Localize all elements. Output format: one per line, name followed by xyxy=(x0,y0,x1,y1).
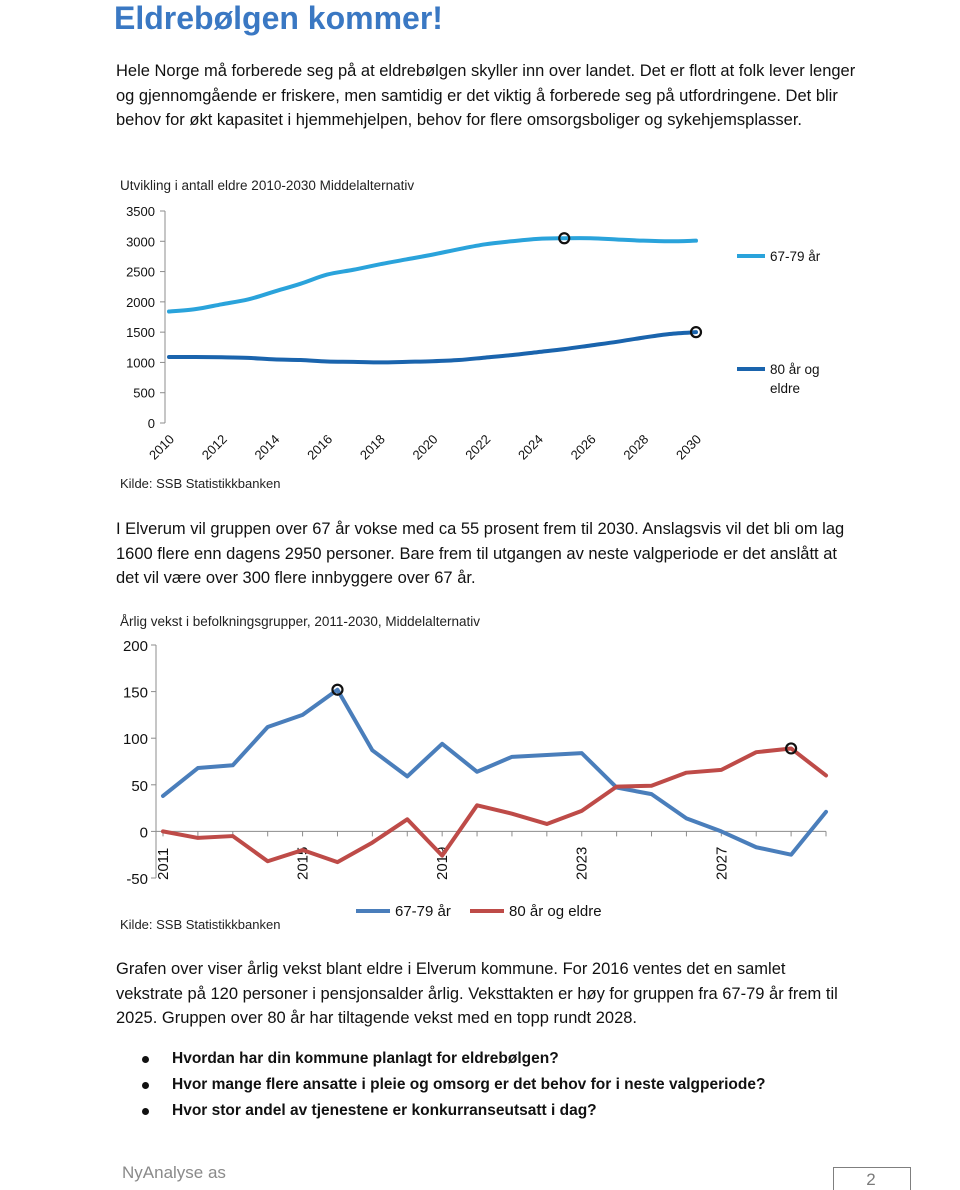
chart1-legend-label: eldre xyxy=(770,381,801,396)
chart2-x-tick-label: 2011 xyxy=(155,847,172,880)
after-text: Grafen over viser årlig vekst blant eldre i Elverum kommune. For 2016 ventes det en samlet vekstrate på 120 personer i pensjonsalder årlig. Veksttakten er høy for gruppen fra 67-79 år frem til 2025. Gruppen over 80 år har tiltagende vekst med en topp rundt 2028. xyxy=(116,960,838,1027)
chart1-x-tick-label: 2024 xyxy=(514,431,547,463)
chart2-x-tick-label: 2019 xyxy=(434,846,452,880)
chart1-x-tick-label: 2020 xyxy=(409,431,441,463)
chart1-x-tick-label: 2016 xyxy=(304,431,336,463)
chart1-x-tick-label: 2014 xyxy=(251,431,283,463)
chart2-legend-label: 67-79 år xyxy=(395,903,451,920)
chart2-legend-label: 80 år og eldre xyxy=(509,903,602,920)
chart2-x-tick-label: 2023 xyxy=(573,846,591,880)
chart1-y-tick-label: 0 xyxy=(147,416,155,431)
chart1-y-tick-label: 1500 xyxy=(126,325,155,341)
chart2-y-tick-label: 50 xyxy=(131,777,148,795)
chart1-x-tick-label: 2012 xyxy=(198,431,230,463)
chart2-y-tick-label: 100 xyxy=(122,731,148,749)
chart1-x-tick-label: 2026 xyxy=(567,431,599,463)
question-item: Hvordan har din kommune planlagt for eldrebølgen? xyxy=(140,1046,765,1072)
chart1-y-tick-label: 3000 xyxy=(126,234,155,250)
question-item: Hvor stor andel av tjenestene er konkurranseutsatt i dag? xyxy=(140,1098,765,1124)
chart1-legend-label: 67-79 år xyxy=(770,249,821,264)
chart2-source: Kilde: SSB Statistikkbanken xyxy=(120,917,281,932)
intro-text: Hele Norge må forberede seg på at eldrebølgen skyller inn over landet. Det er flott at folk lever lenger og gjennomgående er friskere, men samtidig er det viktig å forberede seg på utfordringene. Det blir behov for økt kapasitet i hjemmehjelpen, behov for flere omsorgsboliger og sykehjemsplasser. xyxy=(116,62,856,129)
chart2-y-tick-label: 0 xyxy=(139,824,148,842)
page-number: 2 xyxy=(866,1170,876,1189)
chart1-x-tick-label: 2018 xyxy=(356,431,388,463)
chart1-y-tick-label: 2500 xyxy=(126,264,155,280)
chart2-x-tick-label: 2027 xyxy=(713,846,731,880)
chart2-y-tick-label: 150 xyxy=(122,684,148,702)
chart1-x-tick-label: 2010 xyxy=(146,431,178,463)
chart1-y-tick-label: 2000 xyxy=(126,294,155,310)
chart1-y-tick-label: 3500 xyxy=(126,204,155,219)
chart2-series-line xyxy=(163,690,826,855)
footer-company: NyAnalyse as xyxy=(122,1163,226,1182)
chart2-y-tick-label: 200 xyxy=(122,638,148,655)
chart2-title: Årlig vekst i befolkningsgrupper, 2011-2030, Middelalternativ xyxy=(120,614,480,629)
chart2-x-tick-label: 2015 xyxy=(294,846,312,880)
chart1-x-tick-label: 2030 xyxy=(673,431,705,463)
chart1-legend-label: 80 år og xyxy=(770,362,820,377)
chart2-y-tick-label: -50 xyxy=(126,871,148,888)
chart1-x-tick-label: 2022 xyxy=(462,431,494,463)
chart1-series-line xyxy=(169,238,696,311)
chart1-x-tick-label: 2028 xyxy=(620,431,652,463)
middle-text: I Elverum vil gruppen over 67 år vokse med ca 55 prosent frem til 2030. Anslagsvis vil det bli om lag 1600 flere enn dagens 2950 personer. Bare frem til utgangen av neste valgperiode er det anslått at det vil være over 300 flere innbyggere over 67 år. xyxy=(116,520,845,587)
chart1-source: Kilde: SSB Statistikkbanken xyxy=(120,476,281,491)
chart1-title: Utvikling i antall eldre 2010-2030 Middelalternativ xyxy=(120,178,415,193)
question-item: Hvor mange flere ansatte i pleie og omsorg er det behov for i neste valgperiode? xyxy=(140,1072,765,1098)
page-title: Eldrebølgen kommer! xyxy=(114,0,443,36)
chart1-y-tick-label: 1000 xyxy=(126,355,155,371)
chart1-y-tick-label: 500 xyxy=(133,385,155,401)
